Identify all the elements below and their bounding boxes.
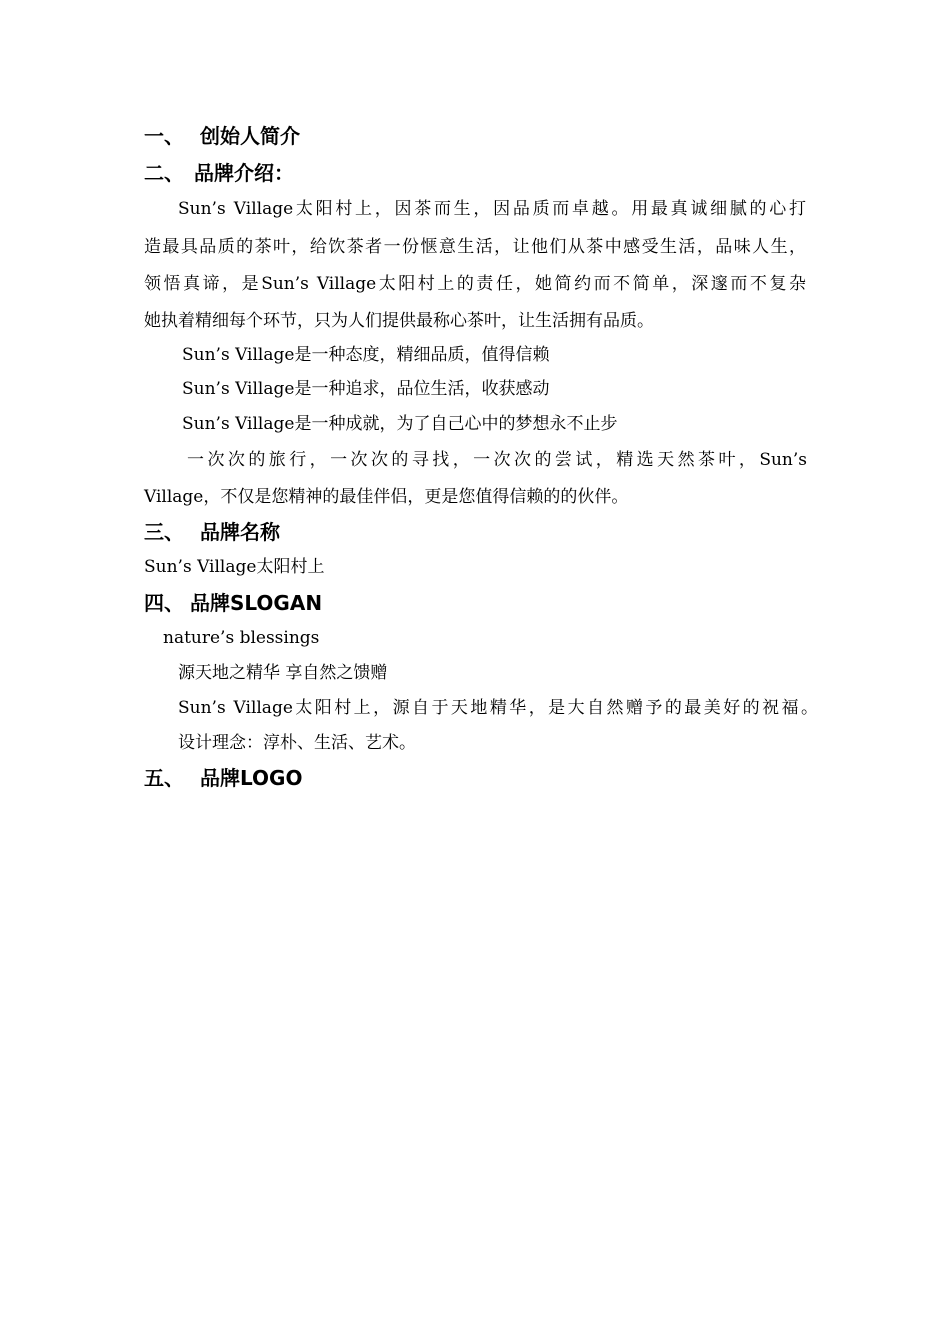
section-number: 一、 [144,124,184,148]
statement-attitude: Sun’s Village是一种态度，精细品质，值得信赖 [182,345,550,365]
section-title: 品牌介绍： [194,161,294,185]
section-title: 创始人简介 [200,124,300,148]
intro-line-2: 造最具品质的茶叶，给饮茶者一份惬意生活，让他们从茶中感受生活，品味人生， [144,237,806,257]
section-title: 品牌LOGO [200,766,303,790]
section-title: 品牌名称 [200,520,280,544]
section-number: 三、 [144,520,184,544]
section-number: 四、 [144,591,184,615]
section-heading-logo [144,768,824,788]
intro-line-4: 她执着精细每个环节，只为人们提供最称心茶叶，让生活拥有品质。 [144,311,654,331]
intro-line-3: 领悟真谛，是Sun’s Village太阳村上的责任，她简约而不简单，深邃而不复杂 [144,274,806,294]
journey-line-1: 一次次的旅行，一次次的寻找，一次次的尝试，精选天然茶叶，Sun’s [187,450,807,470]
statement-pursuit: Sun’s Village是一种追求，品位生活，收获感动 [182,379,550,399]
section-number: 五、 [144,766,184,790]
section-heading-founder [144,126,824,146]
section-title: 品牌SLOGAN [190,591,323,615]
section-number: 二、 [144,161,184,185]
intro-line-1: Sun’s Village太阳村上，因茶而生，因品质而卓越。用最真诚细腻的心打 [178,199,806,219]
statement-achievement: Sun’s Village是一种成就，为了自己心中的梦想永不止步 [182,414,618,434]
journey-line-2: Village，不仅是您精神的最佳伴侣，更是您值得信赖的的伙伴。 [144,487,629,507]
brand-name-text: Sun’s Village太阳村上 [144,557,325,577]
section-heading-slogan [144,593,824,613]
section-heading-brand-intro [144,163,824,183]
section-heading-brand-name [144,522,824,542]
design-concept: 设计理念：淳朴、生活、艺术。 [178,733,416,753]
slogan-explanation: Sun’s Village太阳村上，源自于天地精华，是大自然赠予的最美好的祝福。 [178,698,818,718]
slogan-english: nature’s blessings [163,628,320,648]
slogan-chinese: 源天地之精华 享自然之馈赠 [178,663,388,683]
